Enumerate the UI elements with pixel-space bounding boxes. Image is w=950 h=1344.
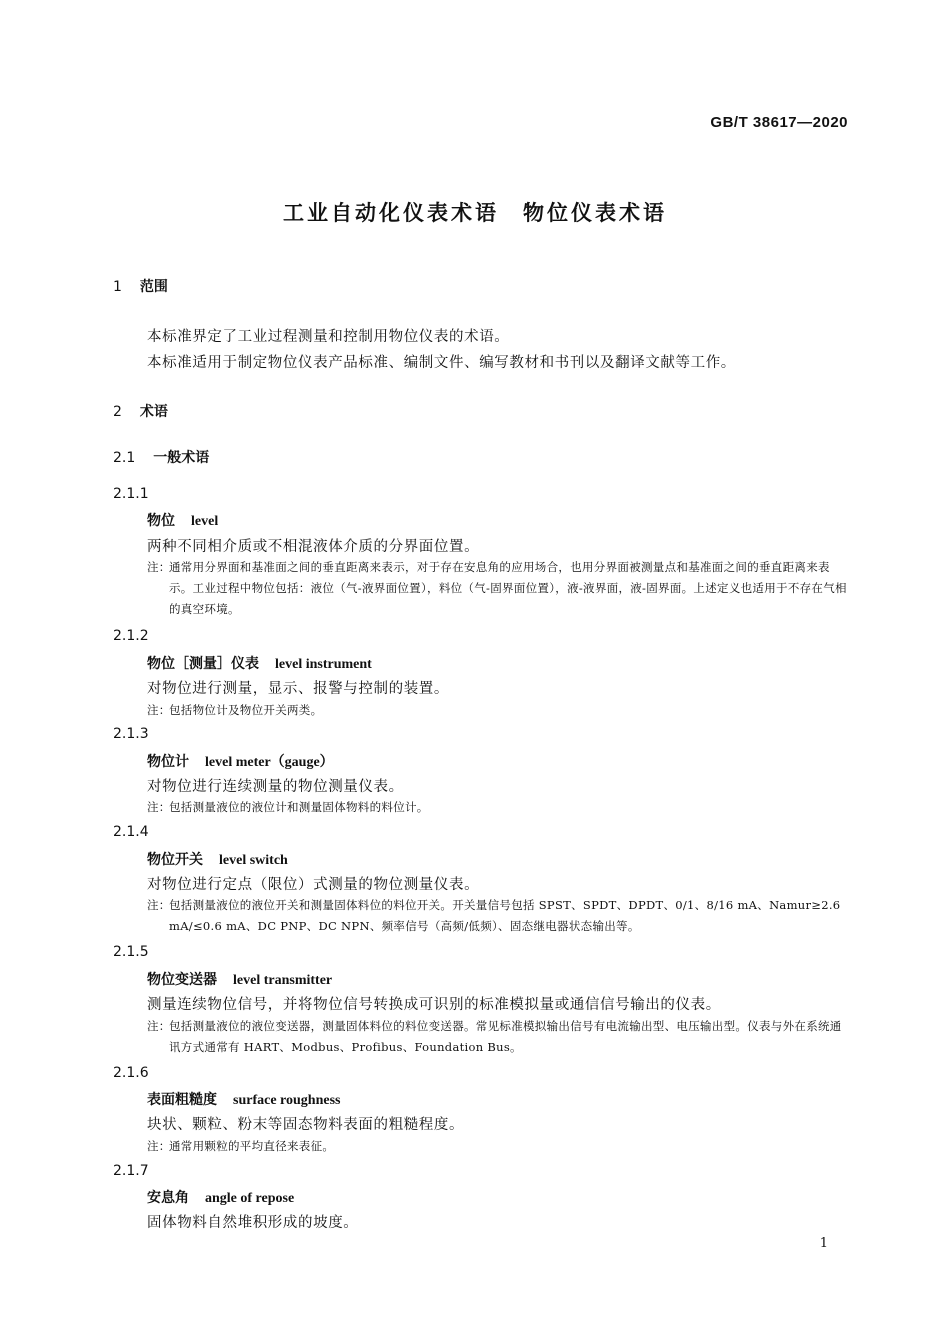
term-definition: 对物位进行测量，显示、报警与控制的装置。: [147, 681, 449, 697]
term-definition: 固体物料自然堆积形成的坡度。: [147, 1215, 359, 1231]
term-heading: [147, 653, 372, 673]
document-title: 工业自动化仪表术语 物位仪表术语: [283, 201, 667, 225]
term-zh: 物位开关: [147, 852, 203, 868]
page-number: 1: [819, 1236, 828, 1251]
note-text: 包括物位计及物位开关两类。: [169, 703, 323, 717]
term-number: 2.1.6: [113, 1065, 149, 1081]
term-number: 2.1.4: [113, 824, 149, 840]
term-note: [147, 1016, 850, 1058]
term-zh: 物位: [147, 513, 175, 529]
term-en: level switch: [219, 853, 288, 868]
section-title: 范围: [139, 279, 168, 295]
term-en: level transmitter: [233, 973, 333, 988]
term-heading: [147, 510, 218, 530]
term-zh: 物位［测量］仪表: [147, 656, 259, 672]
section-heading-scope: [113, 276, 168, 296]
note-label: 注：: [147, 703, 171, 717]
term-note: [147, 700, 850, 721]
scope-paragraph-2: 本标准适用于制定物位仪表产品标准、编制文件、编写教材和书刊以及翻译文献等工作。: [147, 355, 736, 371]
term-en: level meter（gauge）: [205, 755, 334, 770]
term-zh: 物位计: [147, 754, 189, 770]
term-number: 2.1.1: [113, 486, 149, 502]
term-number: 2.1.2: [113, 628, 149, 644]
term-definition: 测量连续物位信号，并将物位信号转换成可识别的标准模拟量或通信信号输出的仪表。: [147, 997, 721, 1013]
term-note: [147, 1136, 850, 1157]
note-label: 注：: [147, 1139, 171, 1153]
term-note: [147, 797, 850, 818]
term-number: 2.1.3: [113, 726, 149, 742]
term-definition: 块状、颗粒、粉末等固态物料表面的粗糙程度。: [147, 1117, 465, 1133]
note-text: 包括测量液位的液位变送器，测量固体料位的料位变送器。常见标准模拟输出信号有电流输出型、电压输出型。仪表与外在系统通讯方式通常有 HART、Modbus、Profibus、Foundation Bus。: [169, 1019, 842, 1054]
section-heading-terms: [113, 401, 168, 421]
note-text: 包括测量液位的液位计和测量固体物料的料位计。: [169, 800, 429, 814]
term-zh: 安息角: [147, 1190, 189, 1206]
term-heading: [147, 969, 332, 989]
term-number: 2.1.7: [113, 1163, 149, 1179]
note-text: 通常用颗粒的平均直径来表征。: [169, 1139, 335, 1153]
subsection-heading-general: [113, 447, 209, 467]
note-text: 包括测量液位的液位开关和测量固体料位的料位开关。开关量信号包括 SPST、SPDT、DPDT、0/1、8/16 mA、Namur≥2.6 mA/≤0.6 mA、DC PNP、DC NPN、频率信号（高频/低频）、固态继电器状态输出等。: [169, 898, 841, 933]
term-en: angle of repose: [205, 1191, 295, 1206]
term-definition: 对物位进行连续测量的物位测量仪表。: [147, 779, 404, 795]
term-definition: 对物位进行定点（限位）式测量的物位测量仪表。: [147, 877, 480, 893]
note-label: 注：: [147, 898, 171, 912]
subsection-number: 2.1: [113, 450, 136, 466]
term-zh: 物位变送器: [147, 972, 217, 988]
subsection-title: 一般术语: [153, 450, 210, 466]
section-number: 2: [113, 404, 122, 420]
standard-code: GB/T 38617—2020: [710, 114, 848, 131]
section-number: 1: [113, 279, 122, 295]
scope-paragraph-1: 本标准界定了工业过程测量和控制用物位仪表的术语。: [147, 329, 510, 345]
term-note: [147, 895, 850, 937]
term-heading: [147, 1089, 340, 1109]
note-label: 注：: [147, 800, 171, 814]
term-en: level instrument: [275, 657, 372, 672]
section-title: 术语: [139, 404, 168, 420]
term-definition: 两种不同相介质或不相混液体介质的分界面位置。: [147, 539, 480, 555]
term-number: 2.1.5: [113, 944, 149, 960]
note-label: 注：: [147, 1019, 171, 1033]
note-text: 通常用分界面和基准面之间的垂直距离来表示，对于存在安息角的应用场合，也用分界面被测量点和基准面之间的垂直距离来表示。工业过程中物位包括：液位（气-液界面位置），料位（气-固界面位置），液-液界面，液-固界面。上述定义也适用于不存在气相的真空环境。: [169, 560, 847, 616]
term-heading: [147, 751, 334, 771]
term-note: [147, 557, 850, 620]
term-heading: [147, 849, 288, 869]
note-label: 注：: [147, 560, 171, 574]
term-en: surface roughness: [233, 1093, 341, 1108]
term-heading: [147, 1187, 294, 1207]
term-en: level: [191, 514, 219, 529]
term-zh: 表面粗糙度: [147, 1092, 217, 1108]
